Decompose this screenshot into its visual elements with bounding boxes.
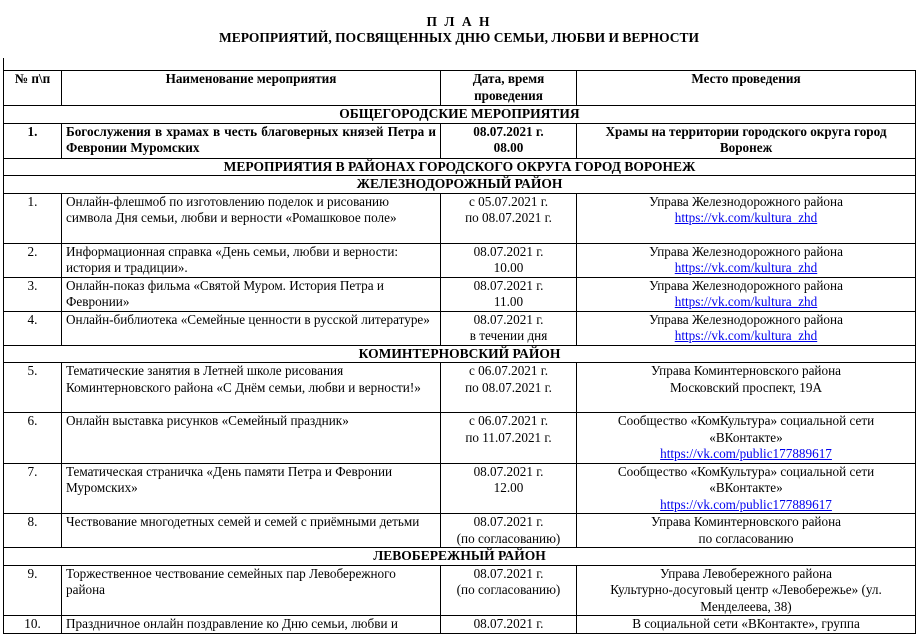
row-place-line1: Управа Коминтерновского района (651, 514, 841, 529)
row-date-line1: с 05.07.2021 г. (468, 193, 548, 209)
row-date-line1: 08.07.2021 г. (473, 277, 544, 293)
section-row (4, 548, 916, 566)
col-header-place: Место проведения (577, 71, 916, 106)
table-row (4, 565, 916, 616)
row-date-line2: 08.00 (493, 140, 524, 155)
row-date-line2: в течении дня (469, 328, 548, 343)
row-date (441, 616, 577, 634)
row-date (441, 463, 577, 514)
row-date (441, 243, 577, 277)
row-place-line1: Управа Железнодорожного района (649, 277, 843, 293)
row-place (577, 413, 916, 464)
row-place-line1: В социальной сети «ВКонтакте», группа (632, 616, 860, 631)
col-header-number: № п\п (4, 71, 62, 106)
row-date-line2: 12.00 (493, 480, 524, 495)
row-date-line1: 08.07.2021 г. (473, 616, 544, 631)
row-event-name: Богослужения в храмах в честь благоверных князей Петра и Февронии Муромских (62, 123, 441, 158)
table-row (4, 311, 916, 345)
table-row (4, 413, 916, 464)
row-date-line2: по 08.07.2021 г. (465, 379, 552, 395)
row-place (577, 277, 916, 311)
row-number: 5. (4, 363, 62, 413)
row-date-line1: 08.07.2021 г. (473, 565, 544, 581)
section-city-wide: ОБЩЕГОРОДСКИЕ МЕРОПРИЯТИЯ (4, 106, 916, 124)
table-row (4, 123, 916, 158)
row-place (577, 123, 916, 158)
row-place (577, 243, 916, 277)
row-date-line1: с 06.07.2021 г. (468, 363, 548, 378)
row-event-name: Тематические занятия в Летней школе рисования Коминтерновского района «С Днём семьи, любви и верности!» (62, 363, 441, 413)
table-header-row (4, 71, 916, 106)
plan-subtitle: МЕРОПРИЯТИЙ, ПОСВЯЩЕННЫХ ДНЮ СЕМЬИ, ЛЮБВИ И ВЕРНОСТИ (218, 30, 700, 45)
table-row (4, 616, 916, 634)
row-place-line1: Храмы на территории городского округа город Воронеж (605, 123, 887, 155)
row-place-line1: Управа Коминтерновского района (651, 363, 841, 378)
row-place (577, 463, 916, 514)
table-edge-mark (3, 58, 4, 70)
vk-link[interactable]: https://vk.com/kultura_zhd (674, 328, 818, 343)
row-place-line2: Московский проспект, 19А (670, 379, 822, 395)
row-date-line1: 08.07.2021 г. (473, 123, 544, 139)
row-date-line1: 08.07.2021 г. (473, 463, 544, 479)
row-date (441, 565, 577, 616)
row-place (577, 616, 916, 634)
vk-link[interactable]: https://vk.com/public177889617 (660, 496, 832, 512)
row-date-line2: 11.00 (493, 294, 524, 309)
row-number: 7. (4, 463, 62, 514)
vk-link[interactable]: https://vk.com/public177889617 (660, 446, 832, 461)
row-place (577, 514, 916, 548)
section-kominternovsky: КОМИНТЕРНОВСКИЙ РАЙОН (4, 345, 916, 363)
row-number: 3. (4, 277, 62, 311)
table-row (4, 514, 916, 548)
row-place-line1: Управа Железнодорожного района (649, 193, 843, 209)
table-row (4, 243, 916, 277)
row-date-line1: 08.07.2021 г. (473, 514, 544, 529)
vk-link[interactable]: https://vk.com/kultura_zhd (674, 260, 818, 275)
row-date-line1: 08.07.2021 г. (473, 243, 544, 259)
table-row (4, 363, 916, 413)
row-date-line2: по 11.07.2021 г. (465, 429, 552, 445)
vk-link[interactable]: https://vk.com/kultura_zhd (674, 294, 818, 309)
row-event-name: Праздничное онлайн поздравление ко Дню семьи, любви и (62, 616, 441, 634)
row-date (441, 123, 577, 158)
row-place (577, 565, 916, 616)
row-number: 8. (4, 514, 62, 548)
row-place-line1: Сообщество «КомКультура» социальной сети «ВКонтакте» (617, 413, 875, 445)
row-date (441, 514, 577, 548)
row-date (441, 413, 577, 464)
row-place-line1: Управа Левобережного района (660, 565, 832, 581)
table-row (4, 277, 916, 311)
row-event-name: Торжественное чествование семейных пар Левобережного района (62, 565, 441, 616)
row-date-line2: 10.00 (493, 260, 524, 275)
row-event-name: Онлайн-флешмоб по изготовлению поделок и рисованию символа Дня семьи, любви и верности «Ромашковое поле» (62, 193, 441, 243)
row-event-name: Онлайн-библиотека «Семейные ценности в русской литературе» (62, 311, 441, 345)
table-row (4, 193, 916, 243)
row-date (441, 311, 577, 345)
section-row (4, 158, 916, 176)
row-number: 1. (4, 123, 62, 158)
table-row (4, 463, 916, 514)
row-number: 2. (4, 243, 62, 277)
row-date (441, 193, 577, 243)
row-date (441, 363, 577, 413)
row-date-line2: (по согласованию) (456, 530, 561, 546)
row-place (577, 311, 916, 345)
events-table (3, 70, 916, 634)
row-event-name: Чествование многодетных семей и семей с приёмными детьми (62, 514, 441, 548)
row-date-line1: 08.07.2021 г. (473, 311, 544, 327)
row-number: 10. (4, 616, 62, 634)
section-zheleznodorozhny: ЖЕЛЕЗНОДОРОЖНЫЙ РАЙОН (4, 176, 916, 194)
row-number: 6. (4, 413, 62, 464)
row-place (577, 193, 916, 243)
plan-title: П Л А Н (426, 14, 492, 29)
row-date (441, 277, 577, 311)
section-row (4, 176, 916, 194)
row-place (577, 363, 916, 413)
row-event-name: Онлайн-показ фильма «Святой Муром. История Петра и Февронии» (62, 277, 441, 311)
row-date-line1: с 06.07.2021 г. (468, 413, 548, 428)
row-date-line2: (по согласованию) (456, 582, 561, 597)
row-date-line2: по 08.07.2021 г. (465, 210, 552, 225)
row-number: 4. (4, 311, 62, 345)
col-header-name: Наименование мероприятия (62, 71, 441, 106)
row-place-line2: Культурно-досуговый центр «Левобережье» (ул. Менделеева, 38) (610, 582, 882, 614)
section-row (4, 106, 916, 124)
row-number: 1. (4, 193, 62, 243)
section-row (4, 345, 916, 363)
section-districts: МЕРОПРИЯТИЯ В РАЙОНАХ ГОРОДСКОГО ОКРУГА ГОРОД ВОРОНЕЖ (4, 158, 916, 176)
row-place-line1: Управа Железнодорожного района (649, 311, 843, 327)
col-header-date: Дата, время проведения (441, 71, 577, 106)
row-event-name: Онлайн выставка рисунков «Семейный праздник» (62, 413, 441, 464)
row-number: 9. (4, 565, 62, 616)
row-place-line1: Сообщество «КомКультура» социальной сети «ВКонтакте» (617, 463, 875, 495)
row-event-name: Информационная справка «День семьи, любви и верности: история и традиции». (62, 243, 441, 277)
row-place-line1: Управа Железнодорожного района (649, 243, 843, 259)
section-levoberezhny: ЛЕВОБЕРЕЖНЫЙ РАЙОН (4, 548, 916, 566)
row-place-line2: по согласованию (698, 530, 794, 546)
vk-link[interactable]: https://vk.com/kultura_zhd (674, 210, 818, 225)
row-event-name: Тематическая страничка «День памяти Петра и Февронии Муромских» (62, 463, 441, 514)
